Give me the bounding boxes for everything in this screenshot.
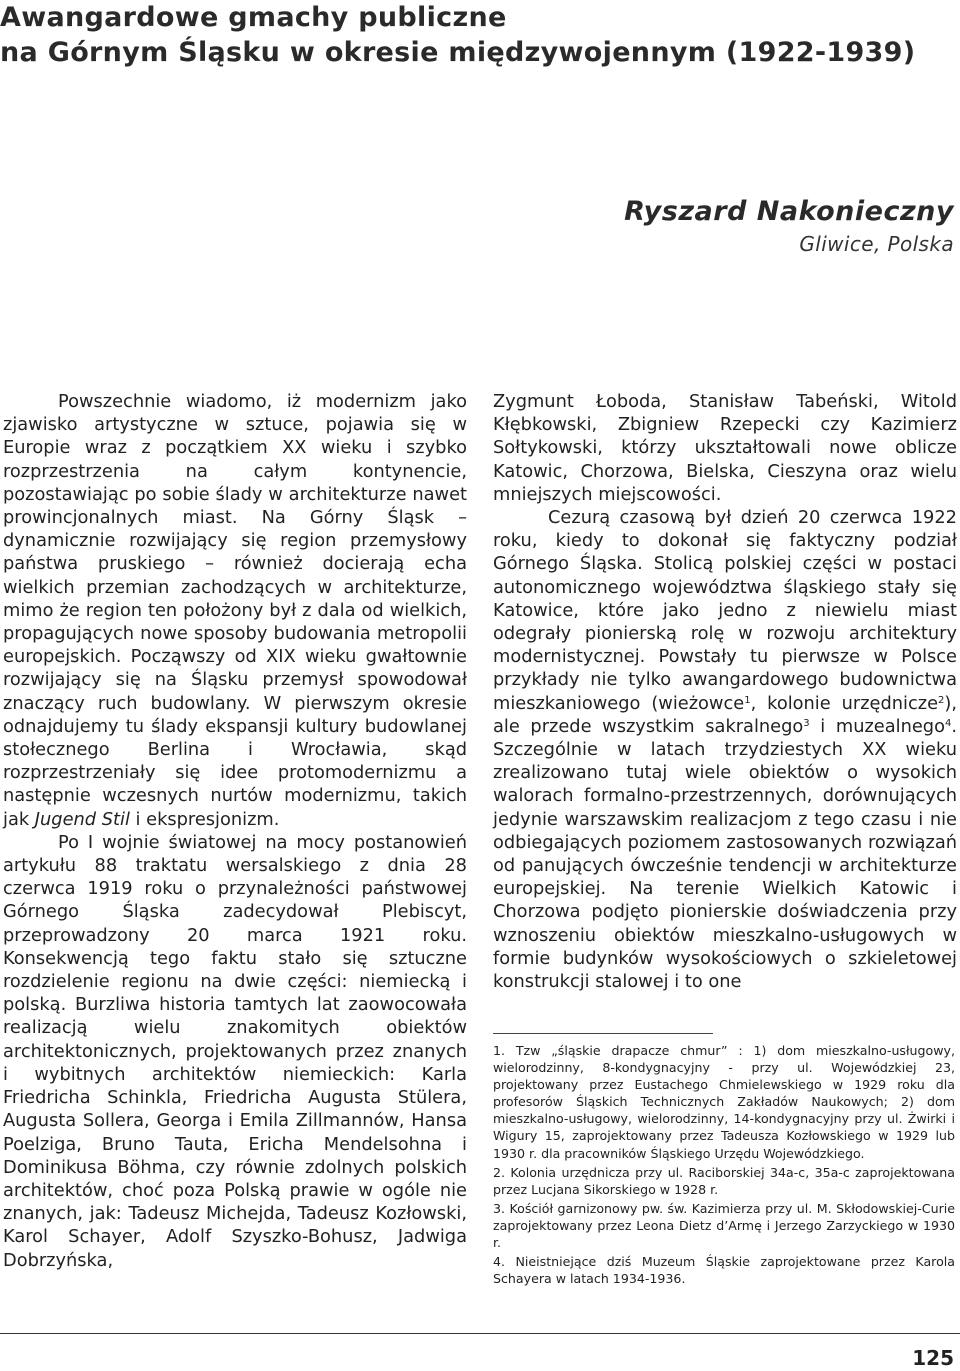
text-column-left — [3, 390, 467, 1272]
article-title-line-1: Awangardowe gmachy publiczne — [0, 2, 507, 33]
footnote-ref-3: 3 — [803, 717, 810, 729]
body-paragraph-4-part-a: Cezurą czasową był dzień 20 czerwca 1922 roku, kiedy to dokonał się faktyczny podział Górnego Śląska. Stolicą polskiej części w postaci autonomicznego województwa śląskiego stały się Katowice, które jako jedno z niewielu miast odegrały pionierską rolę w rozwoju architektury modernistycznej. Powstały tu pierwsze w Polsce przykłady nie tylko awangardowego budownictwa mieszkaniowego (wieżowce — [493, 507, 957, 714]
body-paragraph-4-part-b: , kolonie urzędnicze — [750, 692, 939, 714]
footnote-2: 2. Kolonia urzędnicza przy ul. Raciborskiej 34a-c, 35a-c zaprojektowana przez Lucjana Sikorskiego w 1928 r. — [493, 1164, 955, 1197]
body-paragraph-4 — [493, 506, 957, 993]
body-paragraph-2: Po I wojnie światowej na mocy postanowień artykułu 88 traktatu wersalskiego z dnia 28 czerwca 1919 roku o przynależności państwowej Górnego Śląska zadecydował Plebiscyt, przeprowadzony 20 marca 1921 roku. Konsekwencją tego faktu stało się sztuczne rozdzielenie regionu na dwie części: niemiecką i polską. Burzliwa historia tamtych lat zaowocowała realizacją wielu znakomitych obiektów architektonicznych, projektowanych przez znanych i wybitnych architektów niemieckich: Karla Friedricha Schinkla, Friedricha Augusta Stülera, Augusta Sollera, Georga i Emila Zillmannów, Hansa Poelziga, Bruno Tauta, Ericha Mendelsohna i Dominikusa Böhma, czy równie zdolnych polskich architektów, choć poza Polską prawie w ogóle nie znanych, jak: Tadeusz Michejda, Tadeusz Kozłowski, Karol Schayer, Adolf Szyszko-Bohusz, Jadwiga Dobrzyńska, — [3, 831, 467, 1271]
footnote-3: 3. Kościół garnizonowy pw. św. Kazimierza przy ul. M. Skłodowskiej-Curie zaprojektowany przez Leona Dietz d’Armę i Jerzego Zarzyckiego w 1930 r. — [493, 1200, 955, 1251]
footnote-divider — [493, 1033, 713, 1034]
footnotes — [493, 1042, 955, 1289]
footnote-1: 1. Tzw „śląskie drapacze chmur” : 1) dom mieszkalno-usługowy, wielorodzinny, 8-kondygnacyjny - przy ul. Wojewódzkiej 23, projektowany przez Eustachego Chmielewskiego w 1929 roku dla profesorów Śląskich Technicznych Zakładów Naukowych; 2) dom mieszkalno-usługowy, wielorodzinny, 14-kondygnacyjny przy ul. Żwirki i Wigury 15, zaprojektowany przez Tadeusza Kozłowskiego w 1929 lub 1930 r. dla pracowników Śląskiego Urzędu Wojewódzkiego. — [493, 1043, 955, 1161]
author-affiliation: Gliwice, Polska — [799, 232, 954, 256]
body-paragraph-3: Zygmunt Łoboda, Stanisław Tabeński, Witold Kłębkowski, Zbigniew Rzepecki czy Kazimierz Sołtykowski, którzy ukształtowali nowe oblicze Katowic, Chorzowa, Bielska, Cieszyna oraz wielu mniejszych miejscowości. — [493, 391, 957, 505]
article-title-line-2: na Górnym Śląsku w okresie międzywojennym (1922-1939) — [0, 37, 916, 68]
body-paragraph-1-text: Powszechnie wiadomo, iż modernizm jako zjawisko artystyczne w sztuce, pojawia się w Europie wraz z początkiem XX wieku i szybko rozprzestrzenia na całym kontynencie, pozostawiając po sobie ślady w architekturze nawet prowincjonalnych miast. Na Górny Śląsk – dynamicznie rozwijający się region przemysłowy państwa pruskiego – również docierają echa wielkich przemian zachodzących w architekturze, mimo że region ten położony był z dala od wielkich, propagujących nowe sposoby budowania metropolii europejskich. Począwszy od XIX wieku gwałtownie rozwijający się na Śląsku przemysł spowodował znaczący ruch budowlany. W pierwszym okresie odnajdujemy tu ślady ekspansji kultury budowlanej stołecznego Berlina i Wrocławia, skąd rozprzestrzeniały się idee protomodernizmu a następnie wczesnych nurtów modernizmu, takich jak — [3, 391, 467, 830]
footnote-4: 4. Nieistniejące dziś Muzeum Śląskie zaprojektowane przez Karola Schayera w latach 1934-1936. — [493, 1254, 955, 1287]
article-title — [0, 0, 960, 70]
body-paragraph-1-italic: Jugend Stil — [34, 808, 130, 830]
body-paragraph-4-part-d: i muzealnego — [809, 715, 945, 737]
footnote-ref-2: 2 — [938, 694, 945, 706]
page-bottom-rule — [0, 1333, 960, 1334]
body-paragraph-1-end: i ekspresjonizm. — [135, 808, 280, 830]
footnote-ref-1: 1 — [744, 694, 751, 706]
body-paragraph-4-part-e: . Szczególnie w latach trzydziestych XX wieku zrealizowano tutaj wiele obiektów o wysokich walorach formalno-przestrzennych, dorównujących jedynie warszawskim realizacjom z tego czasu i nie odbiegających poziomem zastosowanych rozwiązań od panujących ówcześnie tendencji w architekturze europejskiej. Na terenie Wielkich Katowic i Chorzowa podjęto pionierskie doświadczenia przy wznoszeniu obiektów mieszkalno-usługowych w formie budynków wysokościowych o szkieletowej konstrukcji stalowej i to one — [493, 715, 957, 993]
text-column-right — [493, 390, 957, 993]
footnote-ref-4: 4 — [944, 717, 952, 729]
body-paragraph-4-part-c: ), ale przede wszystkim sakralnego — [493, 692, 957, 737]
page-number: 125 — [912, 1346, 954, 1370]
body-paragraph-1 — [3, 390, 467, 831]
author-name: Ryszard Nakonieczny — [624, 196, 954, 227]
